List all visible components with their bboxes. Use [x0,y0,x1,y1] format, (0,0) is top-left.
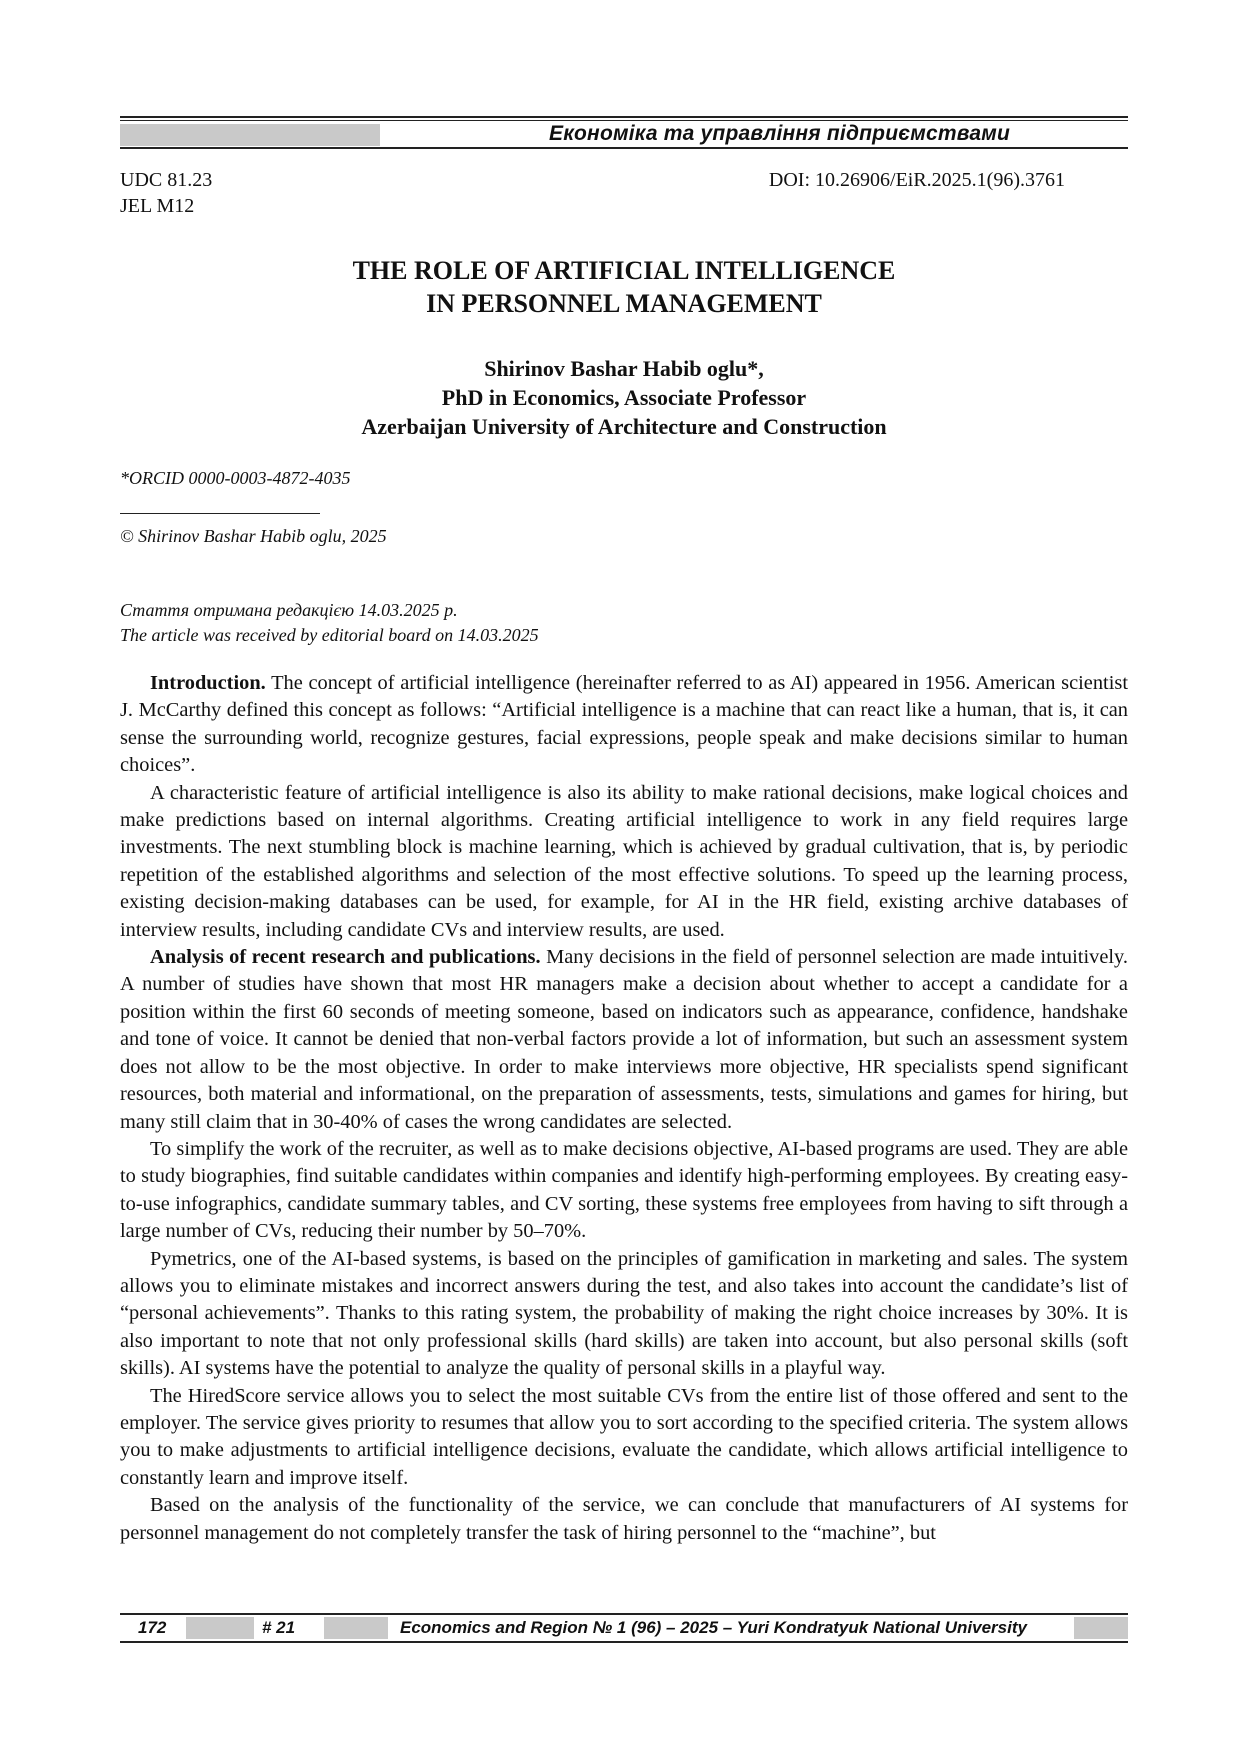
header-rule [120,147,1128,149]
header-rule [120,120,1128,121]
received-en: The article was received by editorial board on 14.03.2025 [120,625,539,645]
doi: DOI: 10.26906/EiR.2025.1(96).3761 [768,169,1065,191]
footer-grey-block [1074,1617,1128,1639]
issue-number: # 21 [262,1618,296,1637]
footer-rule [120,1641,1128,1643]
paragraph: A characteristic feature of artificial intelligence is also its ability to make rational decisions, make logical choices and make predictions based on internal algorithms. Creating artificial intelligence to work in any field requires large investments. The next stumbling block is machine learning, which is achieved by gradual cultivation, that is, by periodic repetition of the established algorithms and selection of the most effective solutions. To speed up the learning process, existing decision-making databases can be used, for example, for AI in the HR field, existing archive databases of interview results, including candidate CVs and interview results, are used. [120,781,1128,941]
paragraph: To simplify the work of the recruiter, as well as to make decisions objective, AI-based programs are used. They are able to study biographies, find suitable candidates within companies and identify high-performing employees. By creating easy-to-use infographics, candidate summary tables, and CV sorting, these systems free employees from having to sift through a large number of CVs, reducing their number by 50–70%. [120,1137,1128,1243]
footer-grey-block [324,1617,388,1639]
author-name: Shirinov Bashar Habib oglu*, [484,356,764,381]
article-title [120,254,1128,320]
paper-page [120,0,1128,1754]
received-note [120,598,539,648]
article-body [120,670,1128,1547]
section-heading: Analysis of recent research and publications. [150,946,541,969]
author-block [120,354,1128,441]
jel-code: JEL M12 [120,195,195,217]
author-affiliation: Azerbaijan University of Architecture and Construction [361,414,887,439]
header-rule [120,116,1128,118]
paragraph-analysis [120,944,1128,1136]
footer-grey-block [186,1617,254,1639]
footer-journal: Economics and Region № 1 (96) – 2025 – Yuri Kondratyuk National University [400,1618,1027,1637]
title-line-1: THE ROLE OF ARTIFICIAL INTELLIGENCE [352,256,896,285]
running-header [120,116,1128,150]
paragraph-text: The concept of artificial intelligence (hereinafter referred to as AI) appeared in 1956. American scientist J. McCarthy defined this concept as follows: “Artificial intelligence is a machine that can react like a human, that is, it can sense the surrounding world, recognize gestures, facial expressions, people speak and make decisions similar to human choices”. [120,672,1128,777]
separator-line [120,513,320,514]
orcid: *ORCID 0000-0003-4872-4035 [120,468,351,488]
header-grey-block [120,124,380,146]
udc-code: UDC 81.23 [120,169,213,191]
paragraph-introduction [120,670,1128,780]
copyright: © Shirinov Bashar Habib oglu, 2025 [120,526,387,546]
paragraph: Based on the analysis of the functionality of the service, we can conclude that manufacturers of AI systems for personnel management do not completely transfer the task of hiring personnel to the “machine”, but [120,1494,1128,1544]
running-footer [120,1613,1128,1643]
header-journal-title: Економіка та управління підприємствами [548,122,1010,145]
received-ua: Стаття отримана редакцією 14.03.2025 р. [120,600,458,620]
author-degree: PhD in Economics, Associate Professor [441,385,807,410]
page-number: 172 [138,1618,167,1637]
footer-rule [120,1613,1128,1615]
paragraph: The HiredScore service allows you to select the most suitable CVs from the entire list of those offered and sent to the employer. The service gives priority to resumes that allow you to sort according to the specified criteria. The system allows you to make adjustments to artificial intelligence decisions, evaluate the candidate, which allows artificial intelligence to constantly learn and improve itself. [120,1384,1128,1489]
section-heading: Introduction. [150,672,266,694]
title-line-2: IN PERSONNEL MANAGEMENT [426,289,822,318]
paragraph-text: Many decisions in the field of personnel selection are made intuitively. A number of studies have shown that most HR managers make a decision about whether to accept a candidate for a position within the first 60 seconds of meeting someone, based on indicators such as appearance, confidence, handshake and tone of voice. It cannot be denied that non-verbal factors provide a lot of information, but such an assessment system does not allow to be the most objective. In order to make interviews more objective, HR specialists spend significant resources, both material and informational, on the preparation of assessments, tests, simulations and games for hiring, but many still claim that in 30-40% of cases the wrong candidates are selected. [120,946,1129,1133]
paragraph: Pymetrics, one of the AI-based systems, is based on the principles of gamification in marketing and sales. The system allows you to eliminate mistakes and incorrect answers during the test, and also takes into account the candidate’s list of “personal achievements”. Thanks to this rating system, the probability of making the right choice increases by 30%. It is also important to note that not only professional skills (hard skills) are taken into account, but also personal skills (soft skills). AI systems have the potential to analyze the quality of personal skills in a playful way. [120,1247,1128,1380]
